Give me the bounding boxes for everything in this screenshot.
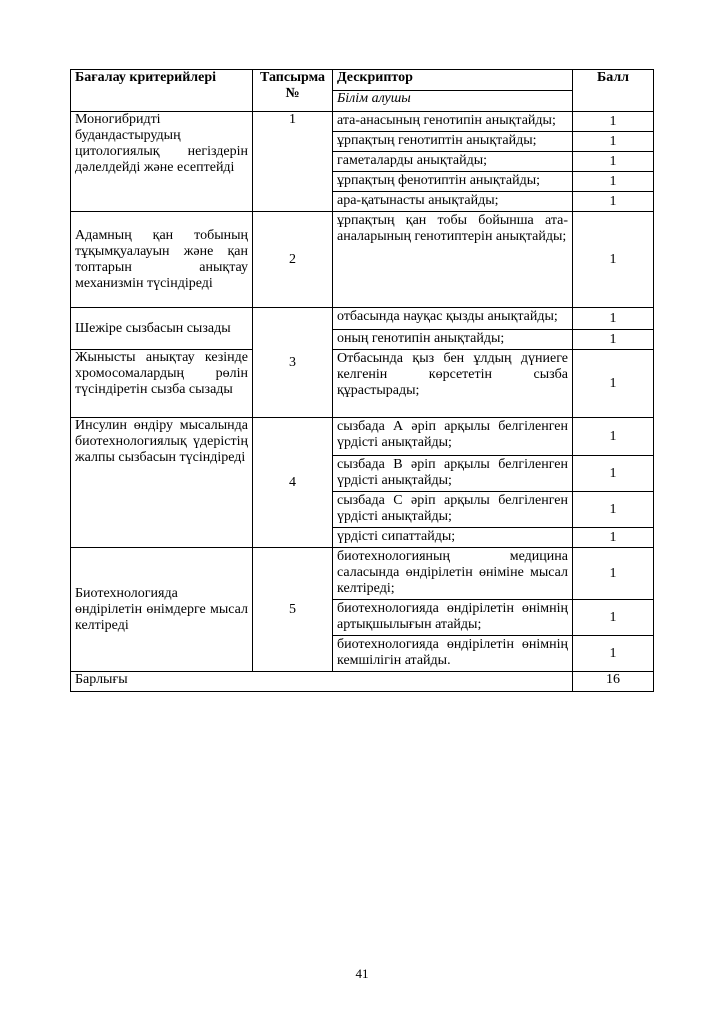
score-cell: 1 xyxy=(573,528,654,548)
criteria-cell: Шежіре сызбасын сызады xyxy=(71,308,253,350)
page-number: 41 xyxy=(355,966,369,981)
total-label: Барлығы xyxy=(71,672,573,692)
descriptor-cell: сызбада А әріп арқылы белгіленген үрдісті анықтайды; xyxy=(333,418,573,456)
task-number: 4 xyxy=(253,418,333,548)
descriptor-cell: ата-анасының генотипін анықтайды; xyxy=(333,112,573,132)
score-cell: 1 xyxy=(573,172,654,192)
criteria-cell: Биотехнологияда өндірілетін өнімдерге мысал келтіреді xyxy=(71,548,253,672)
descriptor-cell: ара-қатынасты анықтайды; xyxy=(333,192,573,212)
descriptor-cell: сызбада В әріп арқылы белгіленген үрдісті анықтайды; xyxy=(333,456,573,492)
descriptor-cell: оның генотипін анықтайды; xyxy=(333,330,573,350)
descriptor-cell: биотехнологияда өндірілетін өнімнің кемшілігін атайды. xyxy=(333,636,573,672)
descriptor-cell: гаметаларды анықтайды; xyxy=(333,152,573,172)
score-cell: 1 xyxy=(573,418,654,456)
total-score: 16 xyxy=(573,672,654,692)
criteria-cell: Моногибридті будандастырудың цитологиялық негіздерін дәлелдейді және есептейді xyxy=(71,112,253,212)
header-criteria: Бағалау критерийлері xyxy=(71,70,253,112)
header-descriptor: Дескриптор xyxy=(333,70,573,91)
grading-table xyxy=(70,69,654,692)
header-task: Тапсырма № xyxy=(253,70,333,112)
score-cell: 1 xyxy=(573,152,654,172)
task-number: 2 xyxy=(253,212,333,308)
score-cell: 1 xyxy=(573,548,654,600)
score-cell: 1 xyxy=(573,330,654,350)
score-cell: 1 xyxy=(573,308,654,330)
descriptor-cell: биотехнологияда өндірілетін өнімнің артықшылығын атайды; xyxy=(333,600,573,636)
descriptor-cell: үрдісті сипаттайды; xyxy=(333,528,573,548)
task-number: 1 xyxy=(253,112,333,212)
descriptor-cell: сызбада С әріп арқылы белгіленген үрдісті анықтайды; xyxy=(333,492,573,528)
descriptor-cell: ұрпақтың генотиптін анықтайды; xyxy=(333,132,573,152)
score-cell: 1 xyxy=(573,212,654,308)
header-descriptor-sub: Білім алушы xyxy=(333,91,573,112)
criteria-cell: Инсулин өндіру мысалында биотехнологиялық үдерістің жалпы сызбасын түсіндіреді xyxy=(71,418,253,548)
criteria-cell: Жынысты анықтау кезінде хромосомалардың рөлін түсіндіретін сызба сызады xyxy=(71,350,253,418)
task-number: 5 xyxy=(253,548,333,672)
score-cell: 1 xyxy=(573,456,654,492)
score-cell: 1 xyxy=(573,492,654,528)
descriptor-cell: ұрпақтың қан тобы бойынша ата-аналарының генотиптерін анықтайды; xyxy=(333,212,573,308)
score-cell: 1 xyxy=(573,132,654,152)
descriptor-cell: ұрпақтың фенотиптін анықтайды; xyxy=(333,172,573,192)
criteria-cell: Адамның қан тобының тұқымқуалауын және қан топтарын анықтау механизмін түсіндіреді xyxy=(71,212,253,308)
score-cell: 1 xyxy=(573,636,654,672)
score-cell: 1 xyxy=(573,112,654,132)
header-score: Балл xyxy=(573,70,654,112)
descriptor-cell: Отбасында қыз бен ұлдың дүниеге келгенін көрсететін сызба құрастырады; xyxy=(333,350,573,418)
descriptor-cell: биотехнологияның медицина саласында өндірілетін өніміне мысал келтіреді; xyxy=(333,548,573,600)
descriptor-cell: отбасында науқас қызды анықтайды; xyxy=(333,308,573,330)
score-cell: 1 xyxy=(573,600,654,636)
score-cell: 1 xyxy=(573,350,654,418)
score-cell: 1 xyxy=(573,192,654,212)
task-number: 3 xyxy=(253,308,333,418)
